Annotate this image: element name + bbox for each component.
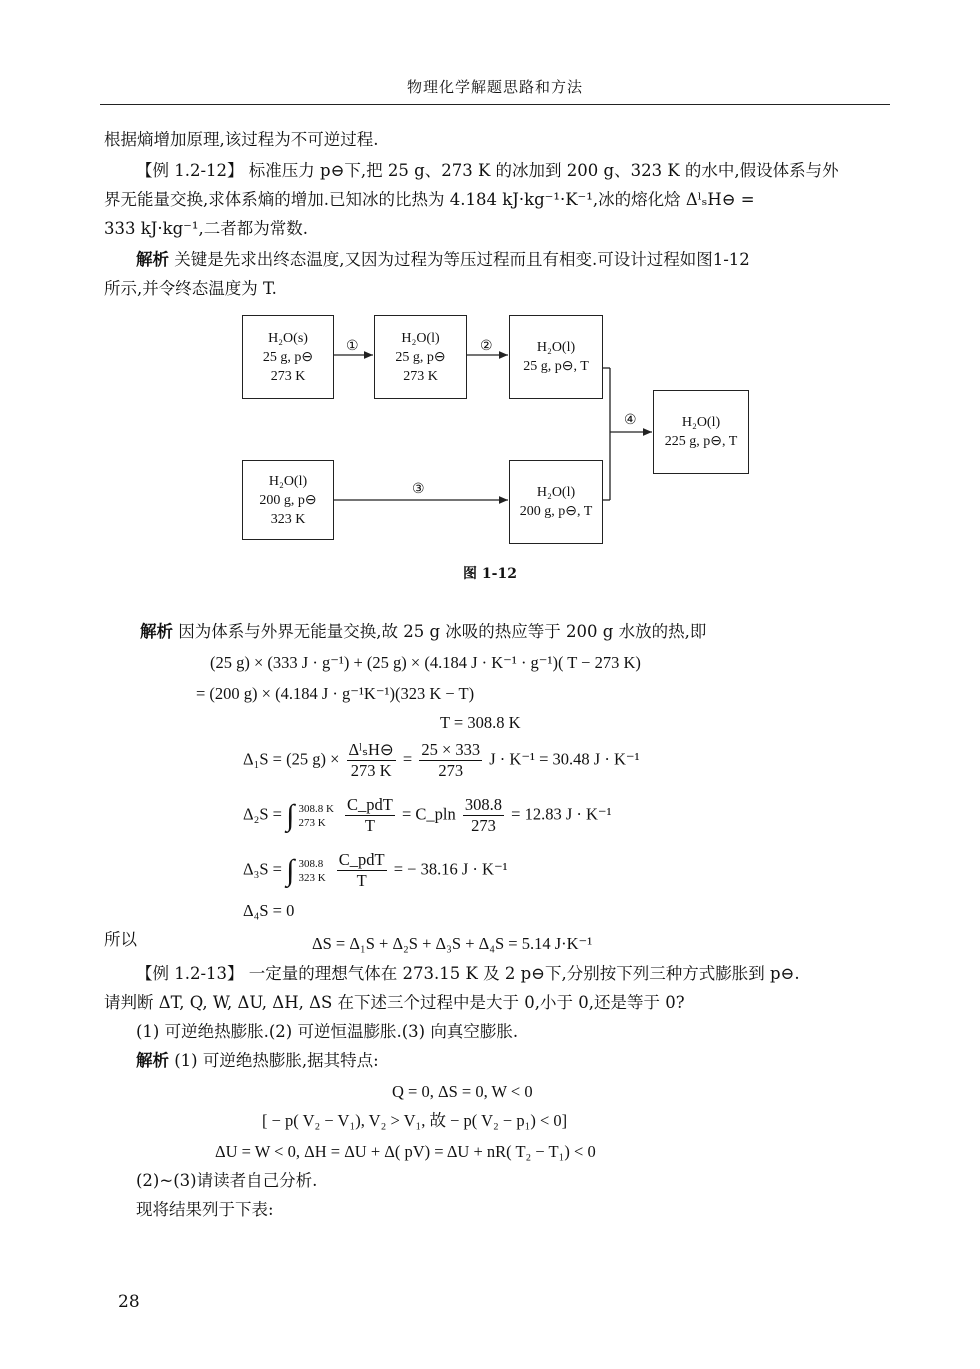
analysis-text: (1) 可逆绝热膨胀,据其特点: [169, 1051, 379, 1070]
box-water-225g-t [653, 390, 749, 474]
equation-total-entropy: ΔS = Δ₁S + Δ₂S + Δ₃S + Δ₄S = 5.14 J·K⁻¹ [312, 934, 593, 953]
example-1-2-13-line1: 【例 1.2-13】 一定量的理想气体在 273.15 K 及 2 p⊖下,分别按下列三种方式膨胀到 p⊖. [136, 964, 800, 983]
box-line: H₂O(l) [268, 473, 308, 489]
fraction [347, 740, 396, 781]
box-water-25g-t [509, 315, 603, 399]
integral-sign: ∫ [286, 798, 295, 832]
eq-part: = − 38.16 J · K⁻¹ [393, 859, 508, 879]
equation-delta1-s [243, 740, 640, 781]
denominator: T [356, 871, 367, 890]
box-ice-25g [242, 315, 334, 399]
equation-heat-balance-1: (25 g) × (333 J · g⁻¹) + (25 g) × (4.184 J · K⁻¹ · g⁻¹)( T − 273 K) [210, 653, 641, 672]
box-line: 273 K [270, 368, 306, 384]
box-water-25g-273k [374, 315, 467, 399]
box-line: H₂O(l) [401, 330, 440, 346]
numerator: C_pdT [338, 850, 385, 869]
eq-part: = 12.83 J · K⁻¹ [511, 804, 612, 824]
equation-delta2-s [243, 795, 612, 836]
integral-sign: ∫ [286, 853, 295, 887]
integral-limits [298, 857, 325, 885]
lower-limit: 323 K [298, 871, 326, 884]
denominator: 273 K [350, 761, 392, 780]
analysis-2-line1 [140, 620, 926, 644]
box-line: H₂O(s) [268, 330, 308, 346]
numerator: ΔˡₛH⊖ [348, 740, 394, 759]
fraction [463, 795, 504, 836]
fraction [337, 850, 387, 891]
box-line: 25 g, p⊖ [395, 349, 446, 365]
numerator: 308.8 [464, 795, 503, 814]
eq-part: Δ₂S = [243, 804, 282, 824]
box-line: H₂O(l) [681, 415, 721, 430]
analysis-text: 因为体系与外界无能量交换,故 25 g 冰吸的热应等于 200 g 水放的热,即 [173, 622, 707, 641]
eq-part: Δ₃S = [243, 859, 282, 879]
box-line: H₂O(l) [536, 485, 576, 500]
so-label: 所以 [104, 930, 137, 949]
step-label-3: ③ [412, 481, 425, 497]
equation-adiabatic-1: Q = 0, ΔS = 0, W < 0 [392, 1082, 533, 1101]
figure-caption: 图 1-12 [463, 566, 517, 582]
analysis-label: 解析 [136, 250, 169, 269]
box-line: 323 K [270, 511, 306, 527]
page-number: 28 [118, 1292, 140, 1312]
box-line: 200 g, p⊖, T [519, 504, 593, 519]
example-1-2-12-line3: 333 kJ·kg⁻¹,二者都为常数. [104, 219, 308, 238]
paragraph-table-intro: 现将结果列于下表: [136, 1200, 274, 1219]
fraction [345, 795, 395, 836]
example-1-2-12-line2: 界无能量交换,求体系熵的增加.已知冰的比热为 4.184 kJ·kg⁻¹·K⁻¹,冰的熔化焓 ΔˡₛH⊖ = [104, 190, 755, 209]
example-1-2-13-line2: 请判断 ΔT, Q, W, ΔU, ΔH, ΔS 在下述三个过程中是大于 0,小于 0,还是等于 0? [104, 993, 685, 1012]
denominator: 273 [471, 816, 496, 835]
equation-final-temperature: T = 308.8 K [440, 713, 521, 732]
example-1-2-12-line1: 【例 1.2-12】 标准压力 p⊖下,把 25 g、273 K 的冰加到 200 g、323 K 的水中,假设体系与外 [136, 161, 839, 180]
box-line: 225 g, p⊖, T [664, 434, 738, 449]
figure-diagram [0, 0, 980, 600]
eq-part: = [402, 749, 413, 769]
step-label-2: ② [480, 338, 493, 354]
paragraph-conclusion: 根据熵增加原理,该过程为不可逆过程. [104, 130, 379, 149]
analysis-label: 解析 [140, 622, 173, 641]
numerator: C_pdT [347, 795, 393, 814]
box-line: 200 g, p⊖ [259, 492, 317, 508]
numerator: 25 × 333 [421, 740, 481, 759]
equation-heat-balance-2: = (200 g) × (4.184 J · g⁻¹K⁻¹)(323 K − T) [196, 684, 475, 703]
equation-adiabatic-3: ΔU = W < 0, ΔH = ΔU + Δ( pV) = ΔU + nR( T₂ − T₁) < 0 [215, 1142, 596, 1161]
equation-delta4-s: Δ₄S = 0 [243, 901, 295, 920]
upper-limit: 308.8 [298, 857, 324, 870]
example-1-2-13-line3: (1) 可逆绝热膨胀.(2) 可逆恒温膨胀.(3) 向真空膨胀. [136, 1022, 519, 1041]
running-header: 物理化学解题思路和方法 [100, 76, 890, 105]
eq-part: J · K⁻¹ = 30.48 J · K⁻¹ [489, 749, 640, 769]
analysis-3-line1 [136, 1049, 922, 1073]
eq-part: = C_pln [402, 804, 456, 824]
analysis-label: 解析 [136, 1051, 169, 1070]
analysis-text: 关键是先求出终态温度,又因为过程为等压过程而且有相变.可设计过程如图1-12 [169, 250, 750, 269]
equation-delta3-s [243, 850, 508, 891]
eq-part: Δ₁S = (25 g) × [243, 749, 340, 769]
step-label-1: ① [346, 338, 359, 354]
box-line: 25 g, p⊖, T [523, 359, 589, 374]
analysis-1-line2: 所示,并令终态温度为 T. [104, 279, 277, 298]
integral-limits [298, 802, 333, 830]
equation-adiabatic-2: [ − p( V₂ − V₁), V₂ > V₁, 故 − p( V₂ − p₁) < 0] [262, 1111, 568, 1130]
box-water-200g-323k [242, 460, 334, 540]
step-label-4: ④ [624, 412, 637, 428]
lower-limit: 273 K [298, 816, 326, 829]
box-line: H₂O(l) [536, 340, 576, 355]
box-line: 273 K [403, 368, 438, 384]
denominator: 273 [438, 761, 464, 780]
paragraph-reader-analysis: (2)~(3)请读者自己分析. [136, 1171, 318, 1190]
box-water-200g-t [509, 460, 603, 544]
box-line: 25 g, p⊖ [262, 349, 314, 365]
denominator: T [364, 816, 375, 835]
fraction [419, 740, 482, 781]
upper-limit: 308.8 K [298, 802, 334, 815]
